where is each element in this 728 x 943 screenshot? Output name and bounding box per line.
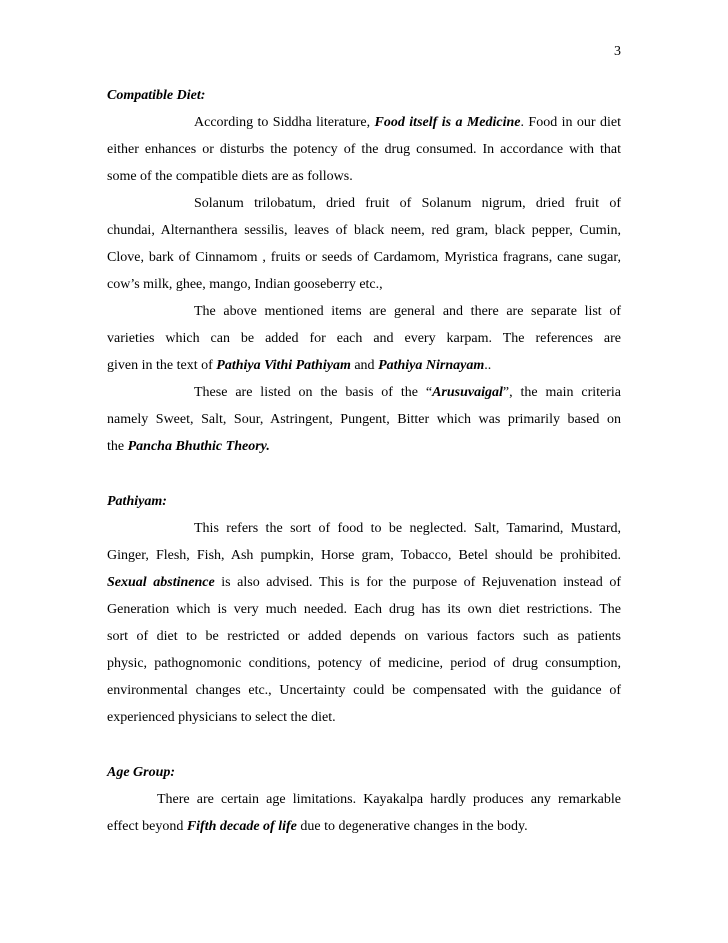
emphasis-text: Arusuvaigal bbox=[432, 385, 503, 400]
emphasis-text: Pathiya Nirnayam bbox=[378, 358, 485, 373]
paragraph-line: Generation which is very much needed. Each drug has its own diet restrictions. The bbox=[107, 602, 621, 617]
paragraph-line: namely Sweet, Salt, Sour, Astringent, Pungent, Bitter which was primarily based on bbox=[107, 412, 621, 427]
heading-pathiyam: Pathiyam: bbox=[107, 494, 167, 509]
text-run: given in the text of bbox=[107, 358, 217, 373]
paragraph-line: Solanum trilobatum, dried fruit of Solanum nigrum, dried fruit of bbox=[194, 196, 621, 211]
paragraph-line: physic, pathognomonic conditions, potency of medicine, period of drug consumption, bbox=[107, 656, 621, 671]
paragraph-line: experienced physicians to select the diet. bbox=[107, 710, 336, 725]
emphasis-text: Food itself is a Medicine bbox=[374, 115, 521, 130]
text-run: effect beyond bbox=[107, 819, 187, 834]
paragraph-line: environmental changes etc., Uncertainty could be compensated with the guidance of bbox=[107, 683, 621, 698]
paragraph-line bbox=[107, 433, 621, 460]
page-number: 3 bbox=[614, 44, 621, 59]
paragraph-line bbox=[107, 352, 621, 379]
paragraph-line: Ginger, Flesh, Fish, Ash pumpkin, Horse gram, Tobacco, Betel should be prohibited. bbox=[107, 548, 621, 563]
paragraph-line: chundai, Alternanthera sessilis, leaves of black neem, red gram, black pepper, Cumin, bbox=[107, 223, 621, 238]
text-run: due to degenerative changes in the body. bbox=[296, 819, 528, 834]
paragraph-line: sort of diet to be restricted or added depends on various factors such as patients bbox=[107, 629, 621, 644]
paragraph-line: cow’s milk, ghee, mango, Indian gooseberry etc., bbox=[107, 277, 383, 292]
emphasis-text: Fifth decade of life bbox=[186, 819, 297, 834]
paragraph-line: The above mentioned items are general and there are separate list of bbox=[194, 304, 621, 319]
text-run: ”, the main criteria bbox=[502, 385, 621, 400]
paragraph-line: There are certain age limitations. Kayakalpa hardly produces any remarkable bbox=[157, 792, 621, 807]
text-run: . Food in our diet bbox=[520, 115, 621, 130]
text-run: is also advised. This is for the purpose of Rejuvenation instead of bbox=[214, 575, 621, 590]
text-run: and bbox=[350, 358, 379, 373]
text-run: .. bbox=[484, 358, 492, 373]
emphasis-text: Pathiya Vithi Pathiyam bbox=[216, 358, 351, 373]
heading-compatible-diet: Compatible Diet: bbox=[107, 88, 206, 103]
paragraph-line: varieties which can be added for each and every karpam. The references are bbox=[107, 331, 621, 346]
section-gap bbox=[107, 460, 621, 488]
paragraph-line bbox=[107, 813, 621, 840]
paragraph-line: This refers the sort of food to be neglected. Salt, Tamarind, Mustard, bbox=[194, 521, 621, 536]
section-gap bbox=[107, 731, 621, 759]
emphasis-text: Pancha Bhuthic Theory. bbox=[127, 439, 270, 454]
text-run: According to Siddha literature, bbox=[194, 115, 375, 130]
emphasis-text: Sexual abstinence bbox=[107, 575, 215, 590]
heading-age-group: Age Group: bbox=[107, 765, 176, 780]
paragraph-line bbox=[107, 379, 621, 406]
text-run: the bbox=[107, 439, 128, 454]
paragraph-line: some of the compatible diets are as follows. bbox=[107, 169, 353, 184]
page-content bbox=[107, 82, 621, 840]
paragraph-line bbox=[107, 109, 621, 136]
paragraph-line: Clove, bark of Cinnamom , fruits or seeds of Cardamom, Myristica fragrans, cane sugar, bbox=[107, 250, 621, 265]
text-run: These are listed on the basis of the “ bbox=[194, 385, 433, 400]
paragraph-line: either enhances or disturbs the potency of the drug consumed. In accordance with that bbox=[107, 142, 621, 157]
paragraph-line bbox=[107, 569, 621, 596]
